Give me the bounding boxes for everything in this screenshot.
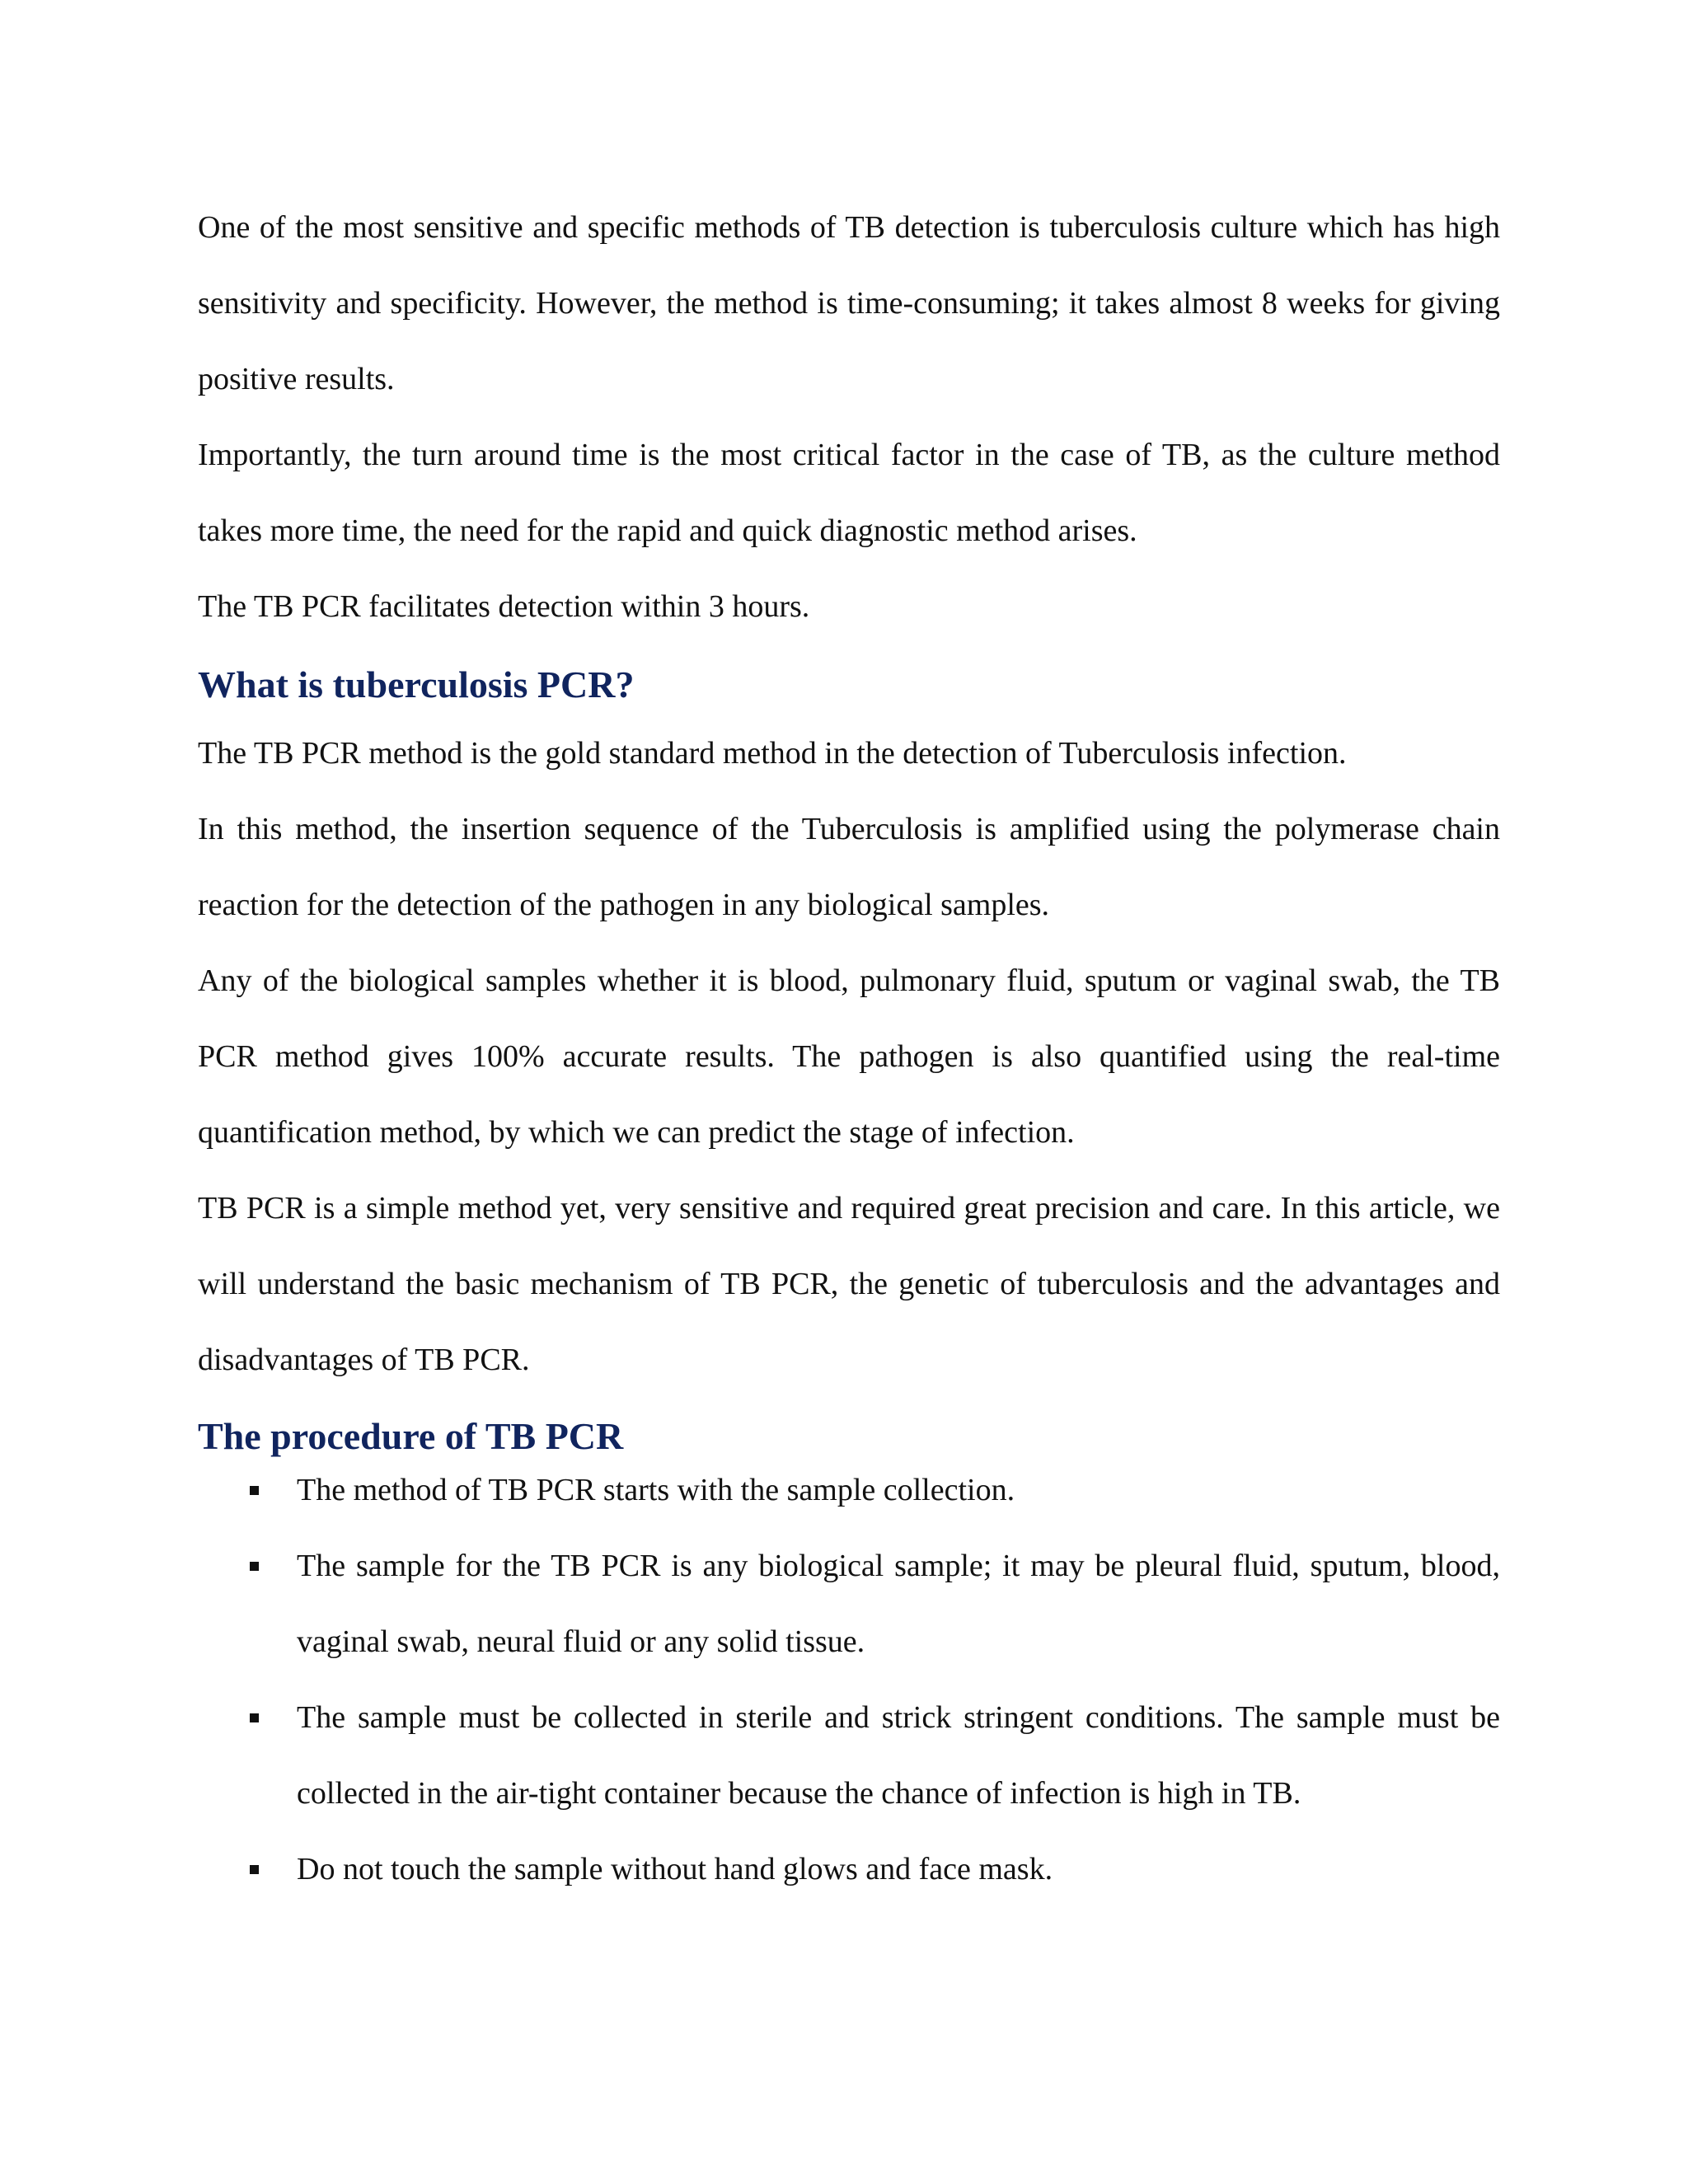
list-item (198, 1452, 1500, 1528)
square-bullet-icon (250, 1713, 259, 1722)
intro-paragraph-1: One of the most sensitive and specific methods of TB detection is tuberculosis culture which has high sensitivity and specificity. However, the method is time-consuming; it takes almost 8 weeks for giving positive results. (198, 210, 1500, 396)
square-bullet-icon (250, 1562, 259, 1571)
intro-paragraph-3: The TB PCR facilitates detection within 3 hours. (198, 589, 810, 624)
list-item (198, 1528, 1500, 1680)
document-page (198, 190, 1500, 1907)
list-item-text: The sample for the TB PCR is any biological sample; it may be pleural fluid, sputum, blood, vaginal swab, neural fluid or any solid tissue. (297, 1549, 1500, 1659)
square-bullet-icon (250, 1486, 259, 1495)
section-heading-procedure: The procedure of TB PCR (198, 1415, 624, 1457)
section1-paragraph-4: TB PCR is a simple method yet, very sensitive and required great precision and care. In this article, we will understand the basic mechanism of TB PCR, the genetic of tuberculosis and the advantages and disadvantages of TB PCR. (198, 1191, 1500, 1377)
section1-paragraph-2: In this method, the insertion sequence of the Tuberculosis is amplified using the polymerase chain reaction for the detection of the pathogen in any biological samples. (198, 812, 1500, 922)
list-item-text: The sample must be collected in sterile and strick stringent conditions. The sample must be collected in the air-tight container because the chance of infection is high in TB. (297, 1700, 1500, 1811)
list-item-text: The method of TB PCR starts with the sample collection. (297, 1473, 1015, 1507)
list-item (198, 1680, 1500, 1831)
section1-paragraph-1: The TB PCR method is the gold standard method in the detection of Tuberculosis infection. (198, 736, 1347, 771)
square-bullet-icon (250, 1865, 259, 1874)
procedure-bullet-list (198, 1452, 1500, 1907)
list-item-text: Do not touch the sample without hand glows and face mask. (297, 1852, 1053, 1886)
section1-paragraph-3: Any of the biological samples whether it is blood, pulmonary fluid, sputum or vaginal swab, the TB PCR method gives 100% accurate results. The pathogen is also quantified using the real-time quantification method, by which we can predict the stage of infection. (198, 963, 1500, 1150)
intro-paragraph-2: Importantly, the turn around time is the most critical factor in the case of TB, as the culture method takes more time, the need for the rapid and quick diagnostic method arises. (198, 438, 1500, 548)
section-heading-what-is-tb-pcr: What is tuberculosis PCR? (198, 663, 635, 705)
list-item (198, 1831, 1500, 1907)
